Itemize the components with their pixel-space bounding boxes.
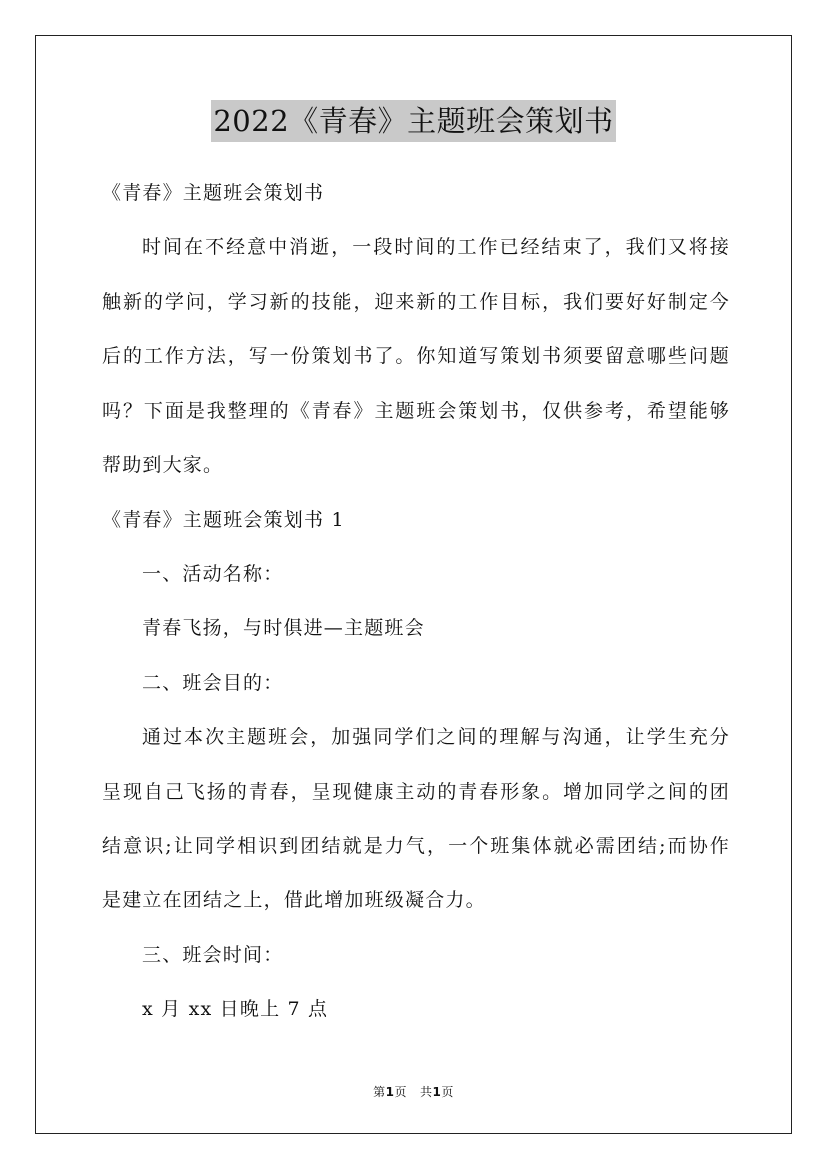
page-footer [0,1083,827,1100]
item2-line-1: 通过本次主题班会，加强同学们之间的理解与沟通，让学生充分 [142,726,730,748]
document-subtitle: 《青春》主题班会策划书 [102,182,325,204]
intro-line-3: 后的工作方法，写一份策划书了。你知道写策划书须要留意哪些问题 [102,345,730,367]
item3-heading: 三、班会时间： [142,944,284,966]
item2-line-4: 是建立在团结之上，借此增加班级凝合力。 [102,889,486,911]
footer-total-prefix: 共 [419,1085,433,1099]
footer-page-number: 1 [385,1085,395,1099]
document-title [0,100,827,142]
item1-heading: 一、活动名称： [142,563,284,585]
item2-line-3: 结意识;让同学相识到团结就是力气，一个班集体就必需团结;而协作 [102,835,730,857]
item2-line-2: 呈现自己飞扬的青春，呈现健康主动的青春形象。增加同学之间的团 [102,781,730,803]
footer-page-prefix: 第 [373,1085,386,1099]
document-title-text: 2022《青春》主题班会策划书 [211,100,615,142]
intro-line-4: 吗？下面是我整理的《青春》主题班会策划书，仅供参考，希望能够 [102,400,730,422]
section-heading: 《青春》主题班会策划书 1 [102,509,345,531]
intro-line-1: 时间在不经意中消逝，一段时间的工作已经结束了，我们又将接 [142,236,730,258]
item1-text: 青春飞扬，与时俱进—主题班会 [142,617,425,639]
item2-heading: 二、班会目的： [142,672,284,694]
intro-line-2: 触新的学问，学习新的技能，迎来新的工作目标，我们要好好制定今 [102,291,730,313]
footer-page-suffix: 页 [394,1085,408,1099]
item3-text: x 月 xx 日晚上 7 点 [142,998,329,1020]
footer-total-pages: 1 [432,1085,442,1099]
footer-total-suffix: 页 [441,1085,454,1099]
intro-line-5: 帮助到大家。 [102,454,224,476]
